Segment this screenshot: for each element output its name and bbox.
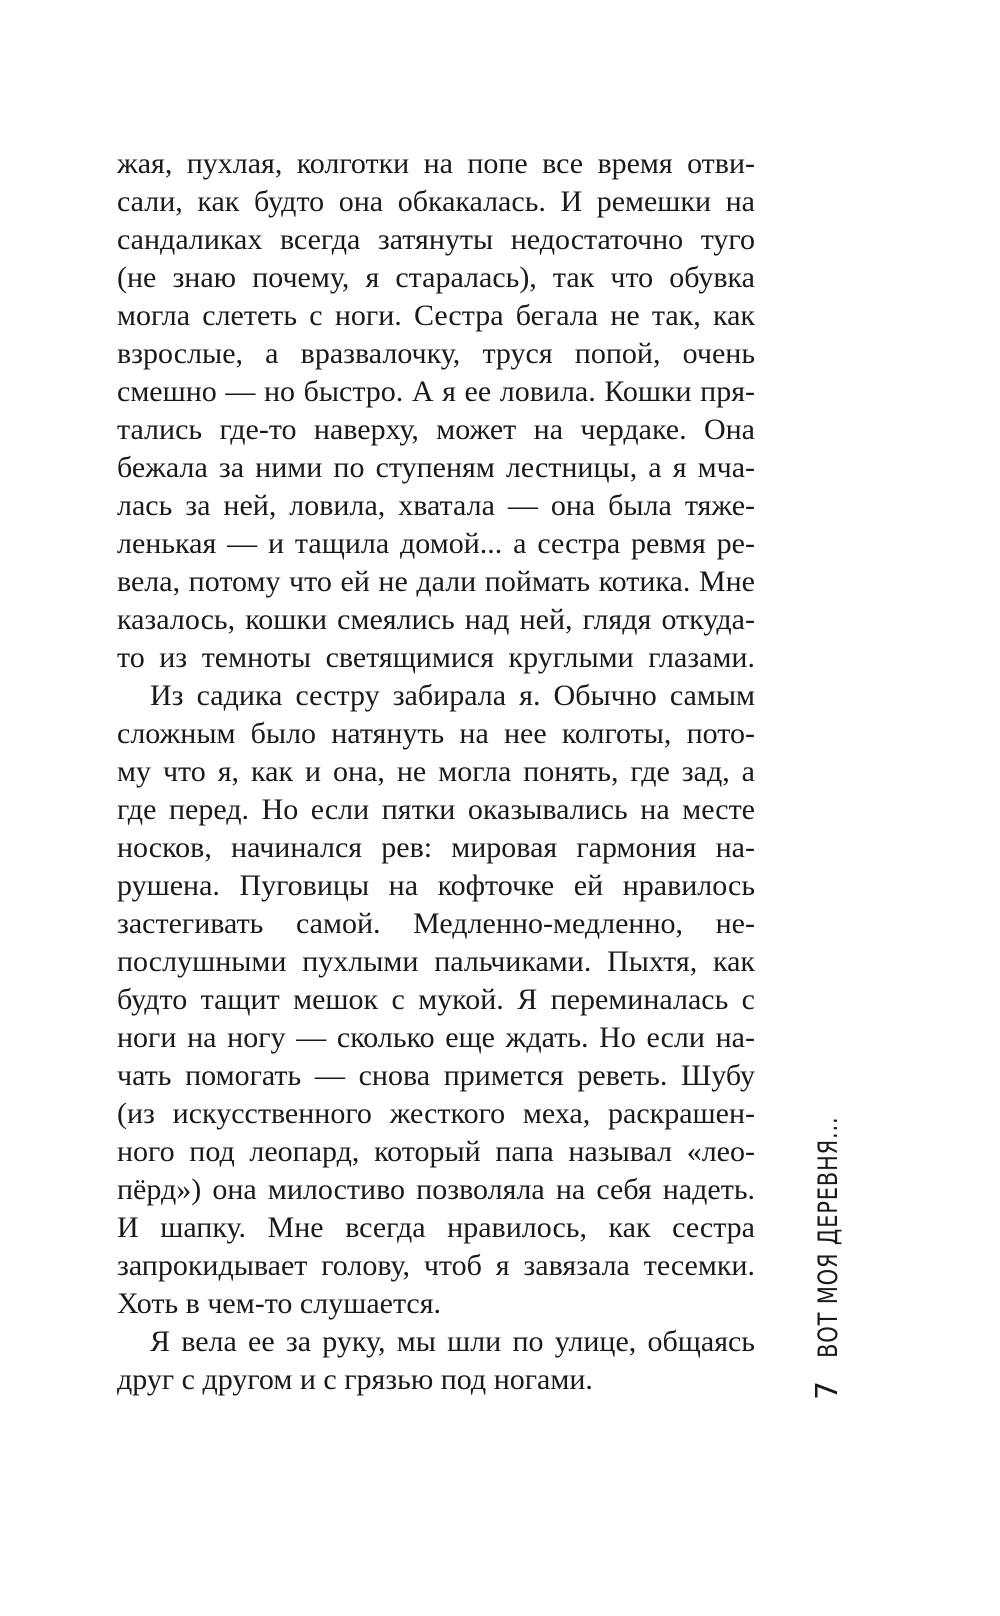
text-line: сали, как будто она обкакалась. И ремешки на [117, 185, 755, 218]
text-line: носков, начинался рев: мировая гармония на- [117, 831, 755, 864]
body-text [117, 145, 755, 1399]
text-line: будто тащит мешок с мукой. Я переминалась с [117, 983, 755, 1016]
text-line: Я вела ее за руку, мы шли по улице, общаясь [150, 1325, 755, 1358]
running-head [808, 1116, 1000, 1400]
text-line: сложным было натянуть на нее колготы, пото- [117, 717, 755, 750]
text-line: ного под леопард, который папа называл «лео- [117, 1135, 755, 1168]
page-number: 7 [810, 1379, 845, 1400]
text-line: послушными пухлыми пальчиками. Пыхтя, как [117, 945, 755, 978]
text-line: ленькая — и тащила домой... а сестра ревмя ре- [117, 527, 755, 560]
text-line: жая, пухлая, колготки на попе все время отви- [117, 147, 755, 180]
text-line: рушена. Пуговицы на кофточке ей нравилось [117, 869, 755, 902]
text-line: взрослые, а вразвалочку, труся попой, очень [117, 337, 755, 370]
paragraph-3 [117, 1323, 755, 1399]
text-line: запрокидывает голову, чтоб я завязала тесемки. [117, 1249, 755, 1282]
text-line: Хоть в чем-то слушается. [117, 1287, 442, 1320]
text-line: пёрд») она милостиво позволяла на себя надеть. [117, 1173, 755, 1206]
text-line: ноги на ногу — сколько еще ждать. Но если на- [117, 1021, 755, 1054]
paragraph-1 [117, 145, 755, 677]
text-line: И шапку. Мне всегда нравилось, как сестра [117, 1211, 755, 1244]
text-line: му что я, как и она, не могла понять, где зад, а [117, 755, 755, 788]
running-title: ВОТ МОЯ ДЕРЕВНЯ... [813, 1116, 844, 1358]
text-line: застегивать самой. Медленно-медленно, не- [117, 907, 755, 940]
text-line: Из садика сестру забирала я. Обычно самым [150, 679, 755, 712]
text-line: чать помогать — снова примется реветь. Шубу [117, 1059, 755, 1092]
text-line: казалось, кошки смеялись над ней, глядя откуда- [117, 603, 755, 636]
text-line: друг с другом и с грязью под ногами. [117, 1363, 593, 1396]
paragraph-2 [117, 677, 755, 1323]
text-line: бежала за ними по ступеням лестницы, а я мча- [117, 451, 755, 484]
text-line: лась за ней, ловила, хватала — она была тяже- [117, 489, 755, 522]
text-line: могла слететь с ноги. Сестра бегала не так, как [117, 299, 755, 332]
text-line: сандаликах всегда затянуты недостаточно туго [117, 223, 755, 256]
text-line: тались где-то наверху, может на чердаке. Она [117, 413, 755, 446]
text-line: (не знаю почему, я старалась), так что обувка [117, 261, 755, 294]
text-line: (из искусственного жесткого меха, раскрашен- [117, 1097, 755, 1130]
text-line: то из темноты светящимися круглыми глазами. [117, 641, 755, 674]
text-line: смешно — но быстро. А я ее ловила. Кошки пря- [117, 375, 755, 408]
text-line: вела, потому что ей не дали поймать котика. Мне [117, 565, 755, 598]
text-line: где перед. Но если пятки оказывались на месте [117, 793, 755, 826]
